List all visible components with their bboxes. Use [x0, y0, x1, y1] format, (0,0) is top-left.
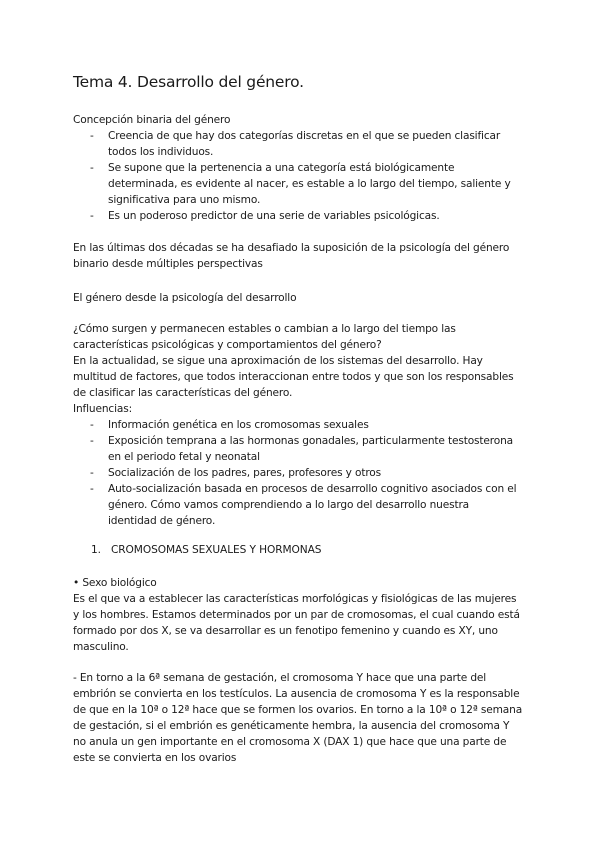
list-item: - Exposición temprana a las hormonas gonadales, particularmente testosterona en el periodo fetal y neonatal	[90, 435, 514, 463]
list-item: - Se supone que la pertenencia a una categoría está biológicamente determinada, es evidente al nacer, es estable a lo largo del tiempo, saliente y significativa para uno mismo.	[90, 162, 511, 206]
paragraph-gestation: - En torno a la 6ª semana de gestación, el cromosoma Y hace que una parte del embrión se convierta en los testículos. La ausencia de cromosoma Y es la responsable de que en la 10ª o 12ª hace que se formen los ovarios. En torno a la 10ª o 12ª semana de gestación, si el embrión es genéticamente hembra, la ausencia del cromosoma Y no anula un gen importante en el cromosoma X (DAX 1) que hace que una parte de este se convierta en los ovarios	[73, 672, 523, 764]
heading-text: CROMOSOMAS SEXUALES Y HORMONAS	[111, 544, 322, 556]
list-item: - Socialización de los padres, pares, profesores y otros	[90, 467, 382, 479]
section-heading-development: El género desde la psicología del desarrollo	[73, 292, 297, 304]
page-title: Tema 4. Desarrollo del género.	[73, 73, 304, 91]
section-bio-sex	[73, 575, 521, 655]
section-development-body	[73, 321, 518, 529]
list-item: - Creencia de que hay dos categorías discretas en el que se pueden clasificar todos los individuos.	[90, 130, 501, 158]
paragraph-question: ¿Cómo surgen y permanecen estables o cambian a lo largo del tiempo las características psicológicas y comportamientos del género?	[73, 323, 456, 351]
influences-label: Influencias:	[73, 403, 133, 415]
heading-number: 1.	[91, 544, 101, 556]
paragraph-current-approach: En la actualidad, se sigue una aproximación de los sistemas del desarrollo. Hay multitud de factores, que todos interaccionan entre todos y que son los responsables de clasificar las características del género.	[73, 355, 514, 399]
section-binary-gender	[73, 112, 523, 224]
list-item: - Es un poderoso predictor de una serie de variables psicológicas.	[90, 210, 440, 222]
paragraph-challenge: En las últimas dos décadas se ha desafiado la suposición de la psicología del género binario desde múltiples perspectivas	[73, 242, 510, 270]
bio-sex-label: • Sexo biológico	[73, 577, 157, 589]
section-heading: Concepción binaria del género	[73, 114, 231, 126]
bio-sex-text: Es el que va a establecer las características morfológicas y fisiológicas de las mujeres y los hombres. Estamos determinados por un par de cromosomas, el cual cuando está formado por dos X, se va desarrollar es un fenotipo femenino y cuando es XY, uno masculino.	[73, 593, 520, 653]
list-item: - Información genética en los cromosomas sexuales	[90, 419, 369, 431]
list-item: - Auto-socialización basada en procesos de desarrollo cognitivo asociados con el género. Cómo vamos comprendiendo a lo largo del desarrollo nuestra identidad de género.	[90, 483, 517, 527]
